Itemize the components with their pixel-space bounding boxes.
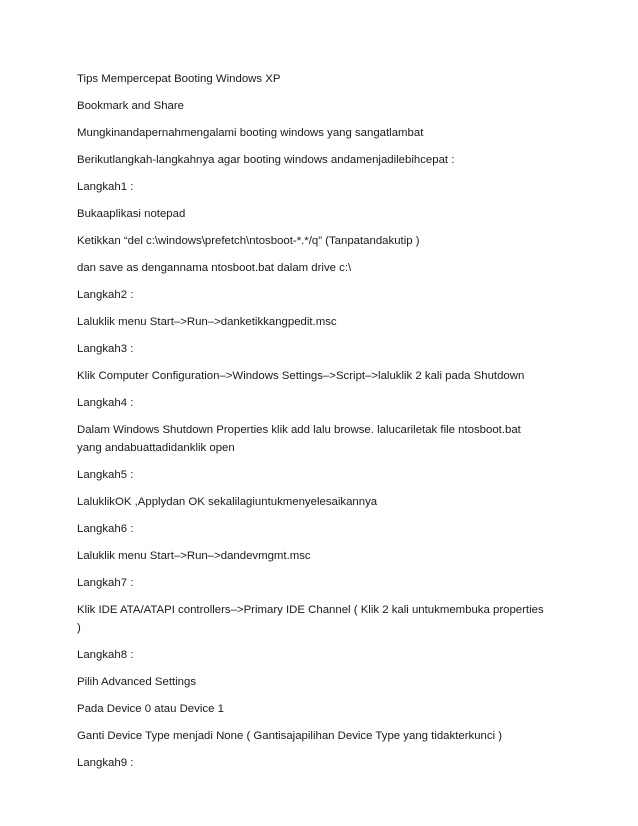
paragraph: Pilih Advanced Settings <box>77 676 197 688</box>
paragraph: Pada Device 0 atau Device 1 <box>77 703 224 715</box>
document-title: Tips Mempercepat Booting Windows XP <box>77 73 281 85</box>
step-heading: Langkah6 : <box>77 523 134 535</box>
paragraph: Bukaaplikasi notepad <box>77 208 186 220</box>
paragraph: Ketikkan “del c:\windows\prefetch\ntosboot-*.*/q” (Tanpatandakutip ) <box>77 235 420 247</box>
paragraph: Dalam Windows Shutdown Properties klik add lalu browse. lalucariletak file ntosboot.bat yang andabuattadidanklik open <box>77 424 524 454</box>
paragraph: Ganti Device Type menjadi None ( Gantisajapilihan Device Type yang tidakterkunci ) <box>77 730 503 742</box>
paragraph: dan save as dengannama ntosboot.bat dalam drive c:\ <box>77 262 352 274</box>
step-heading: Langkah3 : <box>77 343 134 355</box>
step-heading: Langkah7 : <box>77 577 134 589</box>
bookmark-share-text: Bookmark and Share <box>77 100 185 112</box>
step-heading: Langkah5 : <box>77 469 134 481</box>
paragraph: Klik IDE ATA/ATAPI controllers–>Primary IDE Channel ( Klik 2 kali untukmembuka properties ) <box>77 604 547 634</box>
paragraph: LaluklikOK ,Applydan OK sekalilagiuntukmenyelesaikannya <box>77 496 378 508</box>
paragraph: Klik Computer Configuration–>Windows Settings–>Script–>laluklik 2 kali pada Shutdown <box>77 370 525 382</box>
paragraph: Laluklik menu Start–>Run–>dandevmgmt.msc <box>77 550 311 562</box>
step-heading: Langkah9 : <box>77 757 134 769</box>
paragraph: Berikutlangkah-langkahnya agar booting windows andamenjadilebihcepat : <box>77 154 455 166</box>
step-heading: Langkah8 : <box>77 649 134 661</box>
document-body <box>77 70 547 781</box>
paragraph: Mungkinandapernahmengalami booting windows yang sangatlambat <box>77 127 424 139</box>
paragraph: Laluklik menu Start–>Run–>danketikkangpedit.msc <box>77 316 337 328</box>
step-heading: Langkah2 : <box>77 289 134 301</box>
step-heading: Langkah1 : <box>77 181 134 193</box>
step-heading: Langkah4 : <box>77 397 134 409</box>
